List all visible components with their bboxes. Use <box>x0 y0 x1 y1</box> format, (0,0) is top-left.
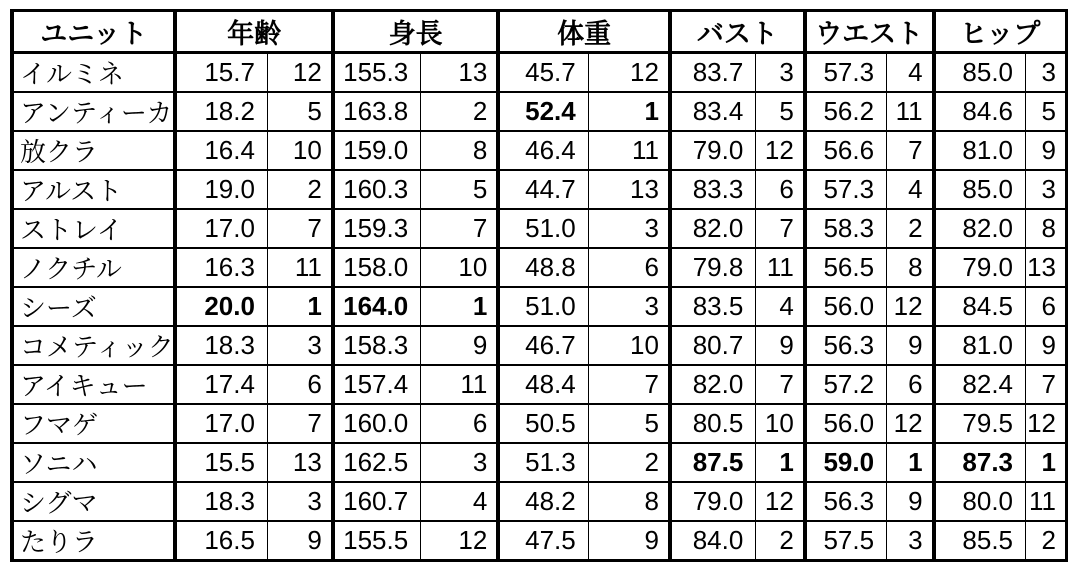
bust-rank-cell: 6 <box>756 170 805 209</box>
unit-name-cell: ストレイ <box>12 209 175 248</box>
waist-rank-cell: 8 <box>887 248 934 287</box>
unit-name-cell: シーズ <box>12 287 175 326</box>
bust-value-cell: 79.0 <box>670 482 756 521</box>
bust-value-cell: 80.7 <box>670 326 756 365</box>
waist-rank-cell: 7 <box>887 131 934 170</box>
waist-value-cell: 58.3 <box>805 209 887 248</box>
age-rank-cell: 7 <box>267 404 332 443</box>
waist-rank-cell: 11 <box>887 92 934 131</box>
table-row <box>12 443 1067 482</box>
height-rank-cell: 6 <box>421 404 499 443</box>
weight-value-cell: 51.3 <box>498 443 588 482</box>
weight-value-cell: 51.0 <box>498 287 588 326</box>
age-value-cell: 17.0 <box>175 404 267 443</box>
table-body <box>12 53 1067 561</box>
weight-value-cell: 46.4 <box>498 131 588 170</box>
height-value-cell: 158.3 <box>333 326 421 365</box>
waist-rank-cell: 12 <box>887 287 934 326</box>
age-rank-cell: 9 <box>267 521 332 561</box>
waist-rank-cell: 6 <box>887 365 934 404</box>
table-row <box>12 521 1067 561</box>
bust-value-cell: 82.0 <box>670 209 756 248</box>
weight-value-cell: 48.4 <box>498 365 588 404</box>
age-rank-cell: 3 <box>267 326 332 365</box>
hip-value-cell: 85.5 <box>934 521 1026 561</box>
hip-value-cell: 84.5 <box>934 287 1026 326</box>
waist-value-cell: 59.0 <box>805 443 887 482</box>
height-value-cell: 155.3 <box>333 53 421 93</box>
column-header-bust: バスト <box>670 11 805 53</box>
age-rank-cell: 2 <box>267 170 332 209</box>
weight-value-cell: 47.5 <box>498 521 588 561</box>
hip-rank-cell: 9 <box>1026 131 1067 170</box>
waist-value-cell: 56.3 <box>805 326 887 365</box>
waist-value-cell: 56.0 <box>805 287 887 326</box>
bust-rank-cell: 12 <box>756 131 805 170</box>
height-rank-cell: 4 <box>421 482 499 521</box>
weight-rank-cell: 1 <box>588 92 670 131</box>
column-header-height: 身長 <box>333 11 499 53</box>
hip-rank-cell: 7 <box>1026 365 1067 404</box>
bust-rank-cell: 7 <box>756 365 805 404</box>
hip-rank-cell: 1 <box>1026 443 1067 482</box>
height-rank-cell: 8 <box>421 131 499 170</box>
unit-name-cell: アルスト <box>12 170 175 209</box>
height-rank-cell: 13 <box>421 53 499 93</box>
column-header-unit: ユニット <box>12 11 175 53</box>
height-rank-cell: 5 <box>421 170 499 209</box>
table-row <box>12 131 1067 170</box>
bust-rank-cell: 5 <box>756 92 805 131</box>
age-value-cell: 16.4 <box>175 131 267 170</box>
age-value-cell: 17.4 <box>175 365 267 404</box>
waist-value-cell: 56.5 <box>805 248 887 287</box>
weight-rank-cell: 3 <box>588 209 670 248</box>
weight-value-cell: 50.5 <box>498 404 588 443</box>
age-value-cell: 17.0 <box>175 209 267 248</box>
waist-rank-cell: 2 <box>887 209 934 248</box>
table-row <box>12 248 1067 287</box>
hip-value-cell: 81.0 <box>934 131 1026 170</box>
hip-value-cell: 84.6 <box>934 92 1026 131</box>
bust-rank-cell: 1 <box>756 443 805 482</box>
hip-rank-cell: 6 <box>1026 287 1067 326</box>
unit-name-cell: アイキュー <box>12 365 175 404</box>
hip-value-cell: 79.0 <box>934 248 1026 287</box>
hip-rank-cell: 13 <box>1026 248 1067 287</box>
height-rank-cell: 10 <box>421 248 499 287</box>
height-value-cell: 157.4 <box>333 365 421 404</box>
unit-name-cell: イルミネ <box>12 53 175 93</box>
table-row <box>12 209 1067 248</box>
age-value-cell: 18.3 <box>175 326 267 365</box>
header-row <box>12 11 1067 53</box>
age-value-cell: 18.3 <box>175 482 267 521</box>
height-value-cell: 160.7 <box>333 482 421 521</box>
waist-value-cell: 57.3 <box>805 53 887 93</box>
unit-name-cell: ノクチル <box>12 248 175 287</box>
weight-rank-cell: 13 <box>588 170 670 209</box>
height-value-cell: 159.0 <box>333 131 421 170</box>
weight-rank-cell: 12 <box>588 53 670 93</box>
unit-name-cell: たりラ <box>12 521 175 561</box>
waist-rank-cell: 1 <box>887 443 934 482</box>
hip-rank-cell: 2 <box>1026 521 1067 561</box>
hip-value-cell: 79.5 <box>934 404 1026 443</box>
bust-value-cell: 79.0 <box>670 131 756 170</box>
height-rank-cell: 9 <box>421 326 499 365</box>
age-value-cell: 20.0 <box>175 287 267 326</box>
bust-rank-cell: 12 <box>756 482 805 521</box>
column-header-weight: 体重 <box>498 11 670 53</box>
height-value-cell: 164.0 <box>333 287 421 326</box>
bust-value-cell: 83.7 <box>670 53 756 93</box>
weight-value-cell: 46.7 <box>498 326 588 365</box>
bust-value-cell: 87.5 <box>670 443 756 482</box>
hip-rank-cell: 11 <box>1026 482 1067 521</box>
weight-rank-cell: 2 <box>588 443 670 482</box>
height-rank-cell: 2 <box>421 92 499 131</box>
hip-value-cell: 81.0 <box>934 326 1026 365</box>
table-row <box>12 482 1067 521</box>
waist-value-cell: 56.3 <box>805 482 887 521</box>
unit-name-cell: シグマ <box>12 482 175 521</box>
table-row <box>12 326 1067 365</box>
table-row <box>12 365 1067 404</box>
age-rank-cell: 7 <box>267 209 332 248</box>
bust-rank-cell: 7 <box>756 209 805 248</box>
unit-stats-table <box>10 9 1068 562</box>
age-rank-cell: 6 <box>267 365 332 404</box>
waist-rank-cell: 4 <box>887 53 934 93</box>
hip-rank-cell: 8 <box>1026 209 1067 248</box>
hip-rank-cell: 9 <box>1026 326 1067 365</box>
bust-rank-cell: 10 <box>756 404 805 443</box>
waist-rank-cell: 9 <box>887 482 934 521</box>
bust-value-cell: 83.3 <box>670 170 756 209</box>
height-rank-cell: 7 <box>421 209 499 248</box>
age-rank-cell: 12 <box>267 53 332 93</box>
waist-value-cell: 56.6 <box>805 131 887 170</box>
hip-value-cell: 82.4 <box>934 365 1026 404</box>
height-value-cell: 162.5 <box>333 443 421 482</box>
age-rank-cell: 10 <box>267 131 332 170</box>
height-rank-cell: 11 <box>421 365 499 404</box>
table-header <box>12 11 1067 53</box>
table-row <box>12 170 1067 209</box>
weight-value-cell: 48.8 <box>498 248 588 287</box>
bust-value-cell: 83.4 <box>670 92 756 131</box>
age-value-cell: 19.0 <box>175 170 267 209</box>
hip-rank-cell: 5 <box>1026 92 1067 131</box>
bust-value-cell: 82.0 <box>670 365 756 404</box>
height-value-cell: 155.5 <box>333 521 421 561</box>
weight-value-cell: 52.4 <box>498 92 588 131</box>
height-rank-cell: 12 <box>421 521 499 561</box>
weight-rank-cell: 8 <box>588 482 670 521</box>
column-header-waist: ウエスト <box>805 11 934 53</box>
waist-value-cell: 57.3 <box>805 170 887 209</box>
height-value-cell: 160.0 <box>333 404 421 443</box>
height-rank-cell: 3 <box>421 443 499 482</box>
waist-value-cell: 57.5 <box>805 521 887 561</box>
hip-value-cell: 85.0 <box>934 170 1026 209</box>
weight-rank-cell: 9 <box>588 521 670 561</box>
column-header-hip: ヒップ <box>934 11 1067 53</box>
age-rank-cell: 13 <box>267 443 332 482</box>
weight-value-cell: 45.7 <box>498 53 588 93</box>
age-rank-cell: 3 <box>267 482 332 521</box>
unit-name-cell: フマゲ <box>12 404 175 443</box>
waist-value-cell: 56.0 <box>805 404 887 443</box>
bust-value-cell: 84.0 <box>670 521 756 561</box>
height-value-cell: 159.3 <box>333 209 421 248</box>
weight-rank-cell: 7 <box>588 365 670 404</box>
age-value-cell: 18.2 <box>175 92 267 131</box>
age-value-cell: 16.5 <box>175 521 267 561</box>
bust-value-cell: 83.5 <box>670 287 756 326</box>
age-value-cell: 15.7 <box>175 53 267 93</box>
bust-rank-cell: 3 <box>756 53 805 93</box>
weight-value-cell: 44.7 <box>498 170 588 209</box>
unit-name-cell: ソニハ <box>12 443 175 482</box>
weight-rank-cell: 11 <box>588 131 670 170</box>
weight-value-cell: 48.2 <box>498 482 588 521</box>
hip-rank-cell: 12 <box>1026 404 1067 443</box>
waist-rank-cell: 4 <box>887 170 934 209</box>
bust-rank-cell: 11 <box>756 248 805 287</box>
unit-name-cell: コメティック <box>12 326 175 365</box>
unit-name-cell: アンティーカ <box>12 92 175 131</box>
weight-rank-cell: 3 <box>588 287 670 326</box>
hip-value-cell: 82.0 <box>934 209 1026 248</box>
hip-value-cell: 85.0 <box>934 53 1026 93</box>
height-value-cell: 163.8 <box>333 92 421 131</box>
hip-rank-cell: 3 <box>1026 53 1067 93</box>
column-header-age: 年齢 <box>175 11 332 53</box>
hip-rank-cell: 3 <box>1026 170 1067 209</box>
waist-rank-cell: 3 <box>887 521 934 561</box>
age-rank-cell: 5 <box>267 92 332 131</box>
waist-rank-cell: 9 <box>887 326 934 365</box>
waist-value-cell: 57.2 <box>805 365 887 404</box>
bust-rank-cell: 4 <box>756 287 805 326</box>
weight-rank-cell: 5 <box>588 404 670 443</box>
hip-value-cell: 87.3 <box>934 443 1026 482</box>
waist-value-cell: 56.2 <box>805 92 887 131</box>
table-row <box>12 287 1067 326</box>
bust-rank-cell: 9 <box>756 326 805 365</box>
bust-value-cell: 80.5 <box>670 404 756 443</box>
height-value-cell: 158.0 <box>333 248 421 287</box>
hip-value-cell: 80.0 <box>934 482 1026 521</box>
bust-rank-cell: 2 <box>756 521 805 561</box>
age-rank-cell: 11 <box>267 248 332 287</box>
height-rank-cell: 1 <box>421 287 499 326</box>
table-row <box>12 92 1067 131</box>
weight-rank-cell: 6 <box>588 248 670 287</box>
bust-value-cell: 79.8 <box>670 248 756 287</box>
age-value-cell: 15.5 <box>175 443 267 482</box>
unit-name-cell: 放クラ <box>12 131 175 170</box>
waist-rank-cell: 12 <box>887 404 934 443</box>
weight-value-cell: 51.0 <box>498 209 588 248</box>
table-row <box>12 53 1067 93</box>
age-value-cell: 16.3 <box>175 248 267 287</box>
height-value-cell: 160.3 <box>333 170 421 209</box>
weight-rank-cell: 10 <box>588 326 670 365</box>
table-row <box>12 404 1067 443</box>
age-rank-cell: 1 <box>267 287 332 326</box>
